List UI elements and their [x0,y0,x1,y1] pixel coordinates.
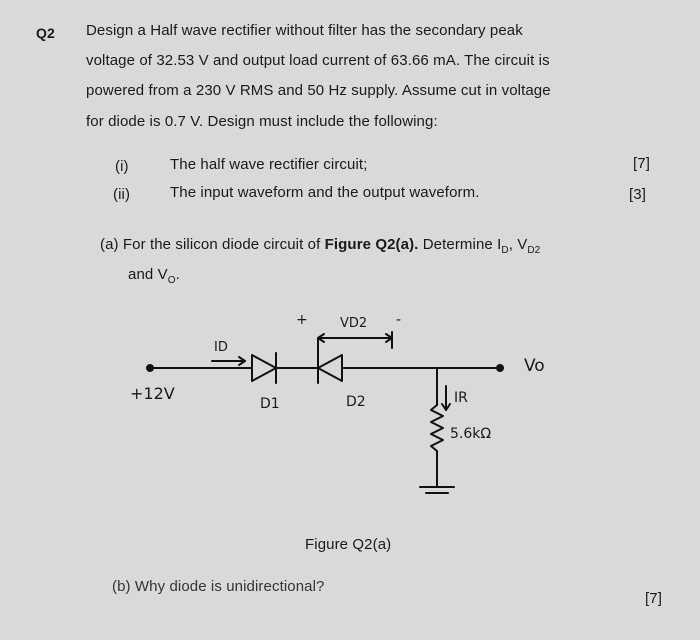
subpart-i-text: The half wave rectifier circuit; [170,156,368,173]
subpart-ii-text: The input waveform and the output waveform. [170,184,480,201]
input-voltage-label: +12V [130,384,175,403]
id-label: ID [214,340,228,355]
subpart-i-number: (i) [115,158,129,175]
intro-line-4: for diode is 0.7 V. Design must include the following: [86,113,438,130]
vd2-minus-label: - [396,312,402,328]
subpart-i-marks: [7] [633,155,650,172]
question-number: Q2 [36,25,55,41]
diode-d1-body [252,355,276,381]
d1-label: D1 [260,396,280,412]
d2-label: D2 [346,394,366,410]
ir-label: IR [454,390,468,406]
resistor-label: 5.6kΩ [450,426,492,442]
part-a-i-sub: D [501,245,509,256]
part-b-marks: [7] [645,590,662,607]
part-a-figure-ref: Figure Q2(a). [324,236,419,253]
output-terminal [497,365,503,371]
vd2-plus-label: + [296,312,308,328]
subpart-ii-marks: [3] [629,186,646,203]
vo-label: Vo [524,356,545,376]
intro-line-2: voltage of 32.53 V and output load current of 63.66 mA. The circuit is [86,52,550,69]
part-a-line2-sub: O [167,275,176,286]
part-a-v-sub: D2 [527,245,541,256]
resistor-zigzag [431,405,443,451]
vd2-label: VD2 [340,316,368,331]
part-a-line2-end: . [175,266,180,283]
intro-line-1: Design a Half wave rectifier without filter has the secondary peak [86,22,523,39]
figure-caption: Figure Q2(a) [305,536,392,553]
subpart-ii-number: (ii) [113,186,131,203]
intro-line-3: powered from a 230 V RMS and 50 Hz supply. Assume cut in voltage [86,82,551,99]
diode-d2-body [318,355,342,381]
part-a-line2-prefix: and V [128,266,168,283]
part-b-text: (b) Why diode is unidirectional? [112,578,325,595]
part-a-prefix: (a) For the silicon diode circuit of [100,236,321,253]
part-a-suffix: Determine I [422,236,502,253]
part-a-comma: , V [508,236,528,253]
